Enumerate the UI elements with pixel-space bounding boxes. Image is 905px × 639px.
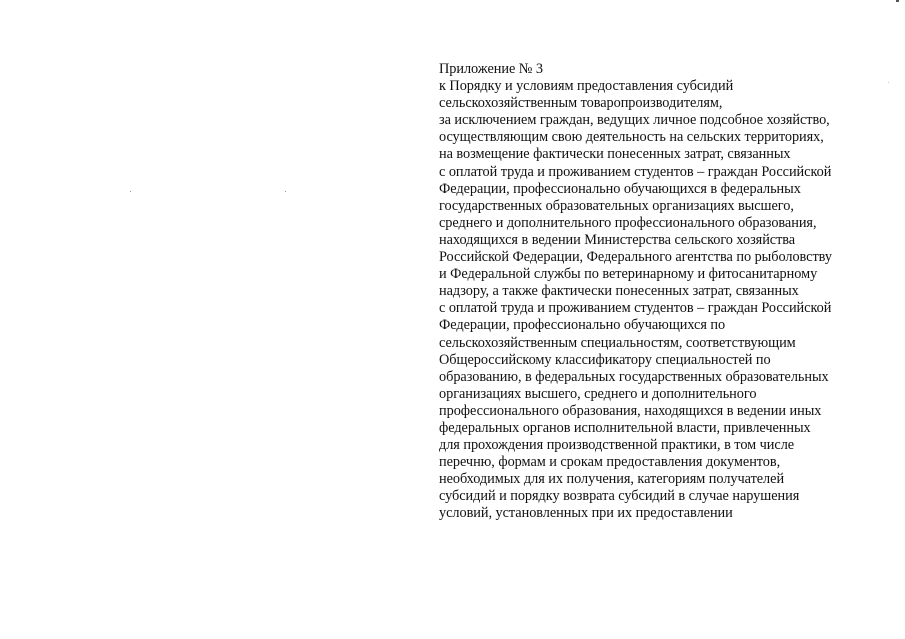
appendix-line: с оплатой труда и проживанием студентов – граждан Российской <box>439 163 832 180</box>
appendix-line: условий, установленных при их предоставлении <box>439 505 733 522</box>
appendix-line: и Федеральной службы по ветеринарному и фитосанитарному <box>439 266 818 283</box>
appendix-line: находящихся в ведении Министерства сельского хозяйства <box>439 231 796 248</box>
appendix-line: государственных образовательных организациях высшего, <box>439 197 794 214</box>
appendix-line: Федерации, профессионально обучающихся по <box>439 317 726 334</box>
appendix-line: субсидий и порядку возврата субсидий в случае нарушения <box>439 488 800 505</box>
appendix-line: осуществляющим свою деятельность на сельских территориях, <box>439 129 824 146</box>
appendix-line: к Порядку и условиям предоставления субсидий <box>439 78 734 95</box>
appendix-line: Российской Федерации, Федерального агентства по рыболовству <box>439 249 832 266</box>
scan-corner-mark <box>896 0 899 2</box>
appendix-title: Приложение № 3 <box>439 61 543 77</box>
appendix-line: образованию, в федеральных государственных образовательных <box>439 368 829 385</box>
appendix-line: на возмещение фактически понесенных затрат, связанных <box>439 146 791 163</box>
appendix-line: сельскохозяйственным специальностям, соответствующим <box>439 334 796 351</box>
scan-speck <box>130 191 131 192</box>
appendix-line: Федерации, профессионально обучающихся в федеральных <box>439 180 801 197</box>
scan-speck <box>888 82 889 83</box>
appendix-line: необходимых для их получения, категориям получателей <box>439 471 785 488</box>
appendix-header-block <box>439 61 889 523</box>
scan-speck <box>285 191 286 192</box>
appendix-line: федеральных органов исполнительной власти, привлеченных <box>439 419 811 436</box>
appendix-line: сельскохозяйственным товаропроизводителям, <box>439 95 723 112</box>
appendix-line: надзору, а также фактически понесенных затрат, связанных <box>439 283 799 300</box>
appendix-line: для прохождения производственной практики, в том числе <box>439 437 795 454</box>
appendix-line: с оплатой труда и проживанием студентов – граждан Российской <box>439 300 832 317</box>
appendix-line: профессионального образования, находящихся в ведении иных <box>439 402 822 419</box>
appendix-line: перечню, формам и срокам предоставления документов, <box>439 454 781 471</box>
appendix-line: организациях высшего, среднего и дополнительного <box>439 385 757 402</box>
appendix-line: Общероссийскому классификатору специальностей по <box>439 351 771 368</box>
appendix-line: за исключением граждан, ведущих личное подсобное хозяйство, <box>439 112 830 129</box>
appendix-line: среднего и дополнительного профессионального образования, <box>439 214 817 231</box>
